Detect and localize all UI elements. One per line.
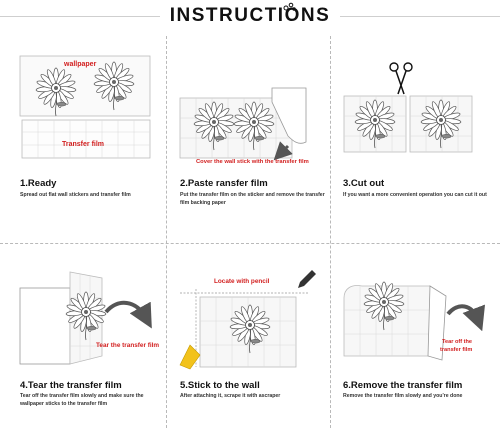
scraper-icon	[180, 345, 200, 369]
step-4-label-tear	[96, 340, 176, 350]
step-6-desc: Remove the transfer film slowly and you're done	[343, 393, 463, 399]
step-5-title: 5.Stick to the wall	[180, 380, 260, 391]
tear-off-label-line2: transfer film	[440, 347, 473, 353]
step-3-desc: If you want a more convenient operation you can cut it out	[343, 192, 487, 198]
wallpaper-label: wallpaper	[64, 61, 97, 68]
transfer-film-label: Transfer film	[62, 141, 105, 148]
step-2-title: 2.Paste ransfer film	[180, 178, 268, 189]
tear-label: Tear the transfer film	[96, 342, 160, 349]
divider-v1	[166, 36, 167, 428]
divider-v2	[330, 36, 331, 428]
scissors-icon	[388, 62, 414, 96]
step-3-illustration	[342, 94, 482, 154]
step-5-illustration	[176, 285, 326, 375]
locate-label: Locate with pencil	[214, 278, 270, 285]
tear-off-label-line1: Tear off the	[442, 339, 473, 345]
step-6-label-tear-off	[440, 336, 490, 356]
cover-label: Cover the wall stick with the transfer film	[196, 159, 309, 165]
step-4-illustration	[14, 268, 164, 368]
page-title: INSTRUCTIONS	[169, 5, 331, 26]
step-4-desc: Tear off the transfer film slowly and make sure the wallpaper sticks to the transfer film	[20, 393, 144, 407]
step-3-title: 3.Cut out	[343, 178, 385, 189]
step-1-desc: Spread out flat wall stickers and transfer film	[20, 192, 131, 198]
step-4-title: 4.Tear the transfer film	[20, 380, 122, 391]
step-2-label-cover	[196, 156, 336, 166]
sparkle-icon	[283, 2, 297, 12]
divider-h	[0, 243, 500, 244]
step-1-label-film	[62, 138, 122, 148]
step-1-label-wallpaper	[64, 58, 124, 68]
step-2-desc: Put the transfer film on the sticker and remove the transfer film backing paper	[180, 192, 325, 206]
step-6-title: 6.Remove the transfer film	[343, 380, 463, 391]
step-1-title: 1.Ready	[20, 178, 57, 189]
step-5-desc: After attaching it, scrape it with ascraper	[180, 393, 281, 399]
